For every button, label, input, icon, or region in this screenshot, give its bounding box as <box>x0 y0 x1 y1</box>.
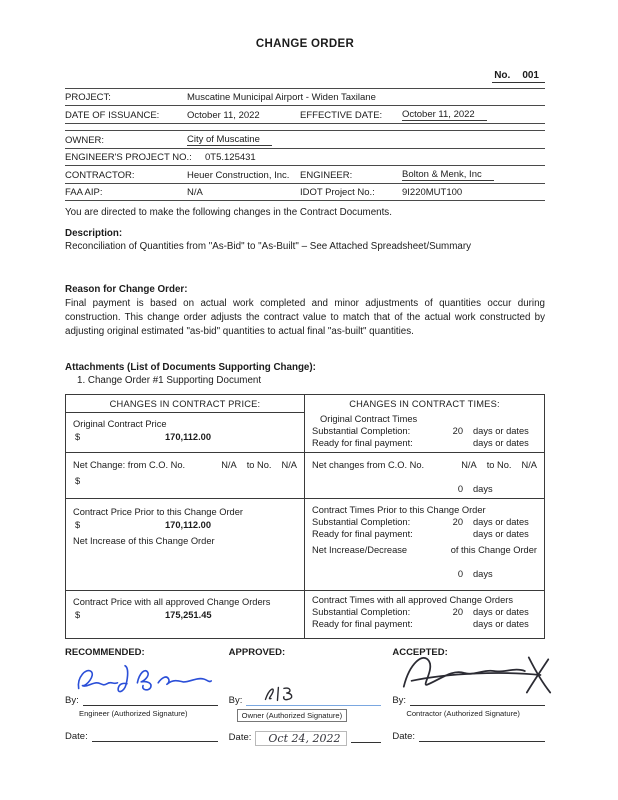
idot-project-no-label: IDOT Project No.: <box>300 187 375 198</box>
owner-caption: Owner (Authorized Signature) <box>237 709 347 722</box>
times-net-changes-row <box>312 455 537 470</box>
engineer-caption: Engineer (Authorized Signature) <box>79 708 188 718</box>
description-label: Description: <box>65 228 123 239</box>
project-label: PROJECT: <box>65 92 111 103</box>
times-prior-cell <box>305 499 544 590</box>
signoff-section <box>65 647 545 743</box>
engineer-signature-image <box>73 660 215 698</box>
to-no-label: to No. <box>486 459 512 470</box>
date-label: Date: <box>392 730 416 742</box>
net-increase-decrease-days-row <box>312 567 537 579</box>
recommended-column <box>65 647 218 743</box>
contract-price-prior-label: Contract Price Prior to this Change Order <box>73 506 243 517</box>
order-number <box>492 70 545 83</box>
contract-price-prior-value: 170,112.00 <box>165 519 212 530</box>
engineer-value: Bolton & Menk, Inc <box>402 169 494 181</box>
net-changes-from-value: N/A <box>461 459 477 470</box>
attachments-label: Attachments (List of Documents Supporting Change): <box>65 361 316 373</box>
idot-project-no-value: 9I220MUT100 <box>402 187 463 198</box>
final-ready-row <box>312 617 537 629</box>
faa-idot-row <box>65 183 545 200</box>
by-label: By: <box>228 694 243 706</box>
ready-for-final-payment-label: Ready for final payment: <box>312 437 413 448</box>
net-change-from-value: N/A <box>221 459 237 470</box>
contract-price-prior-amount-row <box>73 517 297 530</box>
recommended-label: RECOMMENDED: <box>65 646 145 658</box>
engineer-project-no-label: ENGINEER'S PROJECT NO.: <box>65 152 192 163</box>
header-spacer-row <box>65 123 545 130</box>
original-substantial-value: 20 <box>452 425 463 436</box>
net-increase-decrease-row <box>312 539 537 555</box>
engineer-signature-zone <box>65 658 218 694</box>
ready-for-final-payment-label: Ready for final payment: <box>312 618 413 629</box>
final-substantial-row <box>312 605 537 617</box>
days-label: days <box>473 568 493 579</box>
of-this-change-order-label: of this Change Order <box>450 544 537 555</box>
net-changes-label: Net changes from C.O. No. <box>312 459 425 470</box>
net-change-dollar-sign: $ <box>75 475 81 486</box>
reason-text: Final payment is based on actual work completed and minor adjustments of quantities occur during construction. This change order adjusts the contract value to match that of the actual work constructed by adjusting original estimated "as-bid" quantities to actual final "as-built" quantities. <box>65 298 545 338</box>
net-changes-days-value: 0 <box>457 483 463 494</box>
table-band-final <box>66 591 544 638</box>
contract-times-final-label: Contract Times with all approved Change Orders <box>312 594 514 605</box>
engineer-date-line <box>92 730 218 742</box>
contract-times-prior-label: Contract Times Prior to this Change Order <box>312 504 486 515</box>
contractor-date-line <box>419 730 545 742</box>
contractor-by-row <box>392 694 545 706</box>
net-increase-label: Net Increase of this Change Order <box>73 535 215 546</box>
times-net-changes-cell <box>305 453 544 498</box>
price-times-table <box>65 394 545 639</box>
contractor-date-row <box>392 730 545 742</box>
engineer-project-no-value: 0T5.125431 <box>205 152 256 163</box>
days-or-dates-label: days or dates <box>473 606 529 617</box>
effective-date-label: EFFECTIVE DATE: <box>300 110 383 121</box>
description-text: Reconciliation of Quantities from "As-Bid" to "As-Built" – See Attached Spreadsheet/Summary <box>65 241 471 252</box>
price-net-change-cell <box>66 453 305 498</box>
original-substantial-row <box>312 424 537 436</box>
net-increase-decrease-label: Net Increase/Decrease <box>312 544 408 555</box>
final-ready-value <box>437 619 463 629</box>
days-or-dates-label: days or dates <box>473 516 529 527</box>
original-ready-row <box>312 436 537 448</box>
prior-substantial-value: 20 <box>452 516 463 527</box>
order-number-row <box>65 70 545 83</box>
table-band-original <box>66 395 544 453</box>
net-change-to-value: N/A <box>281 459 297 470</box>
owner-date-row <box>229 728 382 743</box>
price-column-header: CHANGES IN CONTRACT PRICE: <box>66 397 304 413</box>
owner-label: OWNER: <box>65 135 105 146</box>
date-label: Date: <box>65 730 88 742</box>
days-or-dates-label: days or dates <box>473 618 529 629</box>
dollar-sign: $ <box>75 431 81 442</box>
contractor-signature-zone <box>392 658 545 694</box>
owner-value: City of Muscatine <box>187 134 272 146</box>
contract-price-final-amount-row <box>73 607 297 620</box>
date-of-issuance-value: October 11, 2022 <box>187 110 260 121</box>
dollar-sign: $ <box>75 519 81 530</box>
contractor-value: Heuer Construction, Inc. <box>187 170 290 181</box>
substantial-completion-label: Substantial Completion: <box>312 425 411 436</box>
contractor-label: CONTRACTOR: <box>65 170 135 181</box>
order-number-value: 001 <box>522 70 539 81</box>
reason-label: Reason for Change Order: <box>65 284 188 295</box>
net-changes-days-row <box>312 482 537 494</box>
price-prior-cell <box>66 499 305 590</box>
contract-price-final-value: 175,251.45 <box>165 609 212 620</box>
original-contract-price-value: 170,112.00 <box>165 431 212 442</box>
page-title: CHANGE ORDER <box>255 38 355 50</box>
original-ready-value <box>437 438 463 448</box>
header-table <box>65 88 545 201</box>
attachment-item: 1. Change Order #1 Supporting Document <box>77 374 262 386</box>
original-contract-price-label: Original Contract Price <box>73 418 167 429</box>
project-value: Muscatine Municipal Airport - Widen Taxilane <box>187 92 376 103</box>
by-label: By: <box>392 694 407 706</box>
times-final-cell <box>305 591 544 638</box>
dates-row <box>65 105 545 123</box>
date-label: Date: <box>228 731 252 743</box>
owner-date-line <box>351 731 381 743</box>
to-no-label: to No. <box>246 459 272 470</box>
date-of-issuance-label: DATE OF ISSUANCE: <box>65 110 160 121</box>
net-changes-to-value: N/A <box>521 459 537 470</box>
prior-ready-value <box>437 529 463 539</box>
price-original-cell <box>66 395 305 452</box>
owner-row <box>65 130 545 148</box>
contractor-row <box>65 165 545 183</box>
table-band-prior <box>66 499 544 591</box>
engineer-signature-line <box>83 694 218 706</box>
order-number-label: No. <box>494 70 511 81</box>
approved-column <box>229 647 382 743</box>
dollar-sign: $ <box>75 609 81 620</box>
accepted-label: ACCEPTED: <box>392 646 448 658</box>
table-band-net-change <box>66 453 544 499</box>
prior-ready-row <box>312 527 537 539</box>
approved-label: APPROVED: <box>228 646 286 658</box>
engineer-date-row <box>65 730 218 742</box>
owner-signature-image <box>259 681 307 705</box>
engineer-project-no-row <box>65 148 545 165</box>
days-or-dates-label: days or dates <box>473 425 529 436</box>
days-label: days <box>473 483 493 494</box>
contractor-signature-line <box>410 694 545 706</box>
original-contract-times-label: Original Contract Times <box>320 413 418 424</box>
substantial-completion-label: Substantial Completion: <box>312 516 411 527</box>
price-final-cell <box>66 591 305 638</box>
prior-substantial-row <box>312 515 537 527</box>
engineer-by-row <box>65 694 218 706</box>
directive-text: You are directed to make the following changes in the Contract Documents. <box>65 207 392 218</box>
days-or-dates-label: days or dates <box>473 437 529 448</box>
owner-by-row <box>229 694 382 706</box>
engineer-label: ENGINEER: <box>300 170 353 181</box>
original-contract-price-amount-row <box>73 429 297 442</box>
accepted-column <box>392 647 545 743</box>
faa-aip-value: N/A <box>187 187 203 198</box>
owner-date-value: Oct 24, 2022 <box>255 731 347 746</box>
project-row <box>65 88 545 105</box>
days-or-dates-label: days or dates <box>473 528 529 539</box>
times-column-header: CHANGES IN CONTRACT TIMES: <box>349 398 500 409</box>
contract-price-final-label: Contract Price with all approved Change Orders <box>73 596 271 607</box>
ready-for-final-payment-label: Ready for final payment: <box>312 528 413 539</box>
net-change-label: Net Change: from C.O. No. <box>73 459 186 470</box>
effective-date-value: October 11, 2022 <box>402 109 487 121</box>
final-substantial-value: 20 <box>452 606 463 617</box>
by-label: By: <box>65 694 79 706</box>
owner-caption-wrap <box>229 706 382 722</box>
times-original-cell <box>305 395 544 452</box>
net-increase-decrease-days-value: 0 <box>457 568 463 579</box>
contractor-caption: Contractor (Authorized Signature) <box>406 708 520 718</box>
price-net-change-row <box>73 455 297 470</box>
substantial-completion-label: Substantial Completion: <box>312 606 411 617</box>
faa-aip-label: FAA AIP: <box>65 187 103 198</box>
